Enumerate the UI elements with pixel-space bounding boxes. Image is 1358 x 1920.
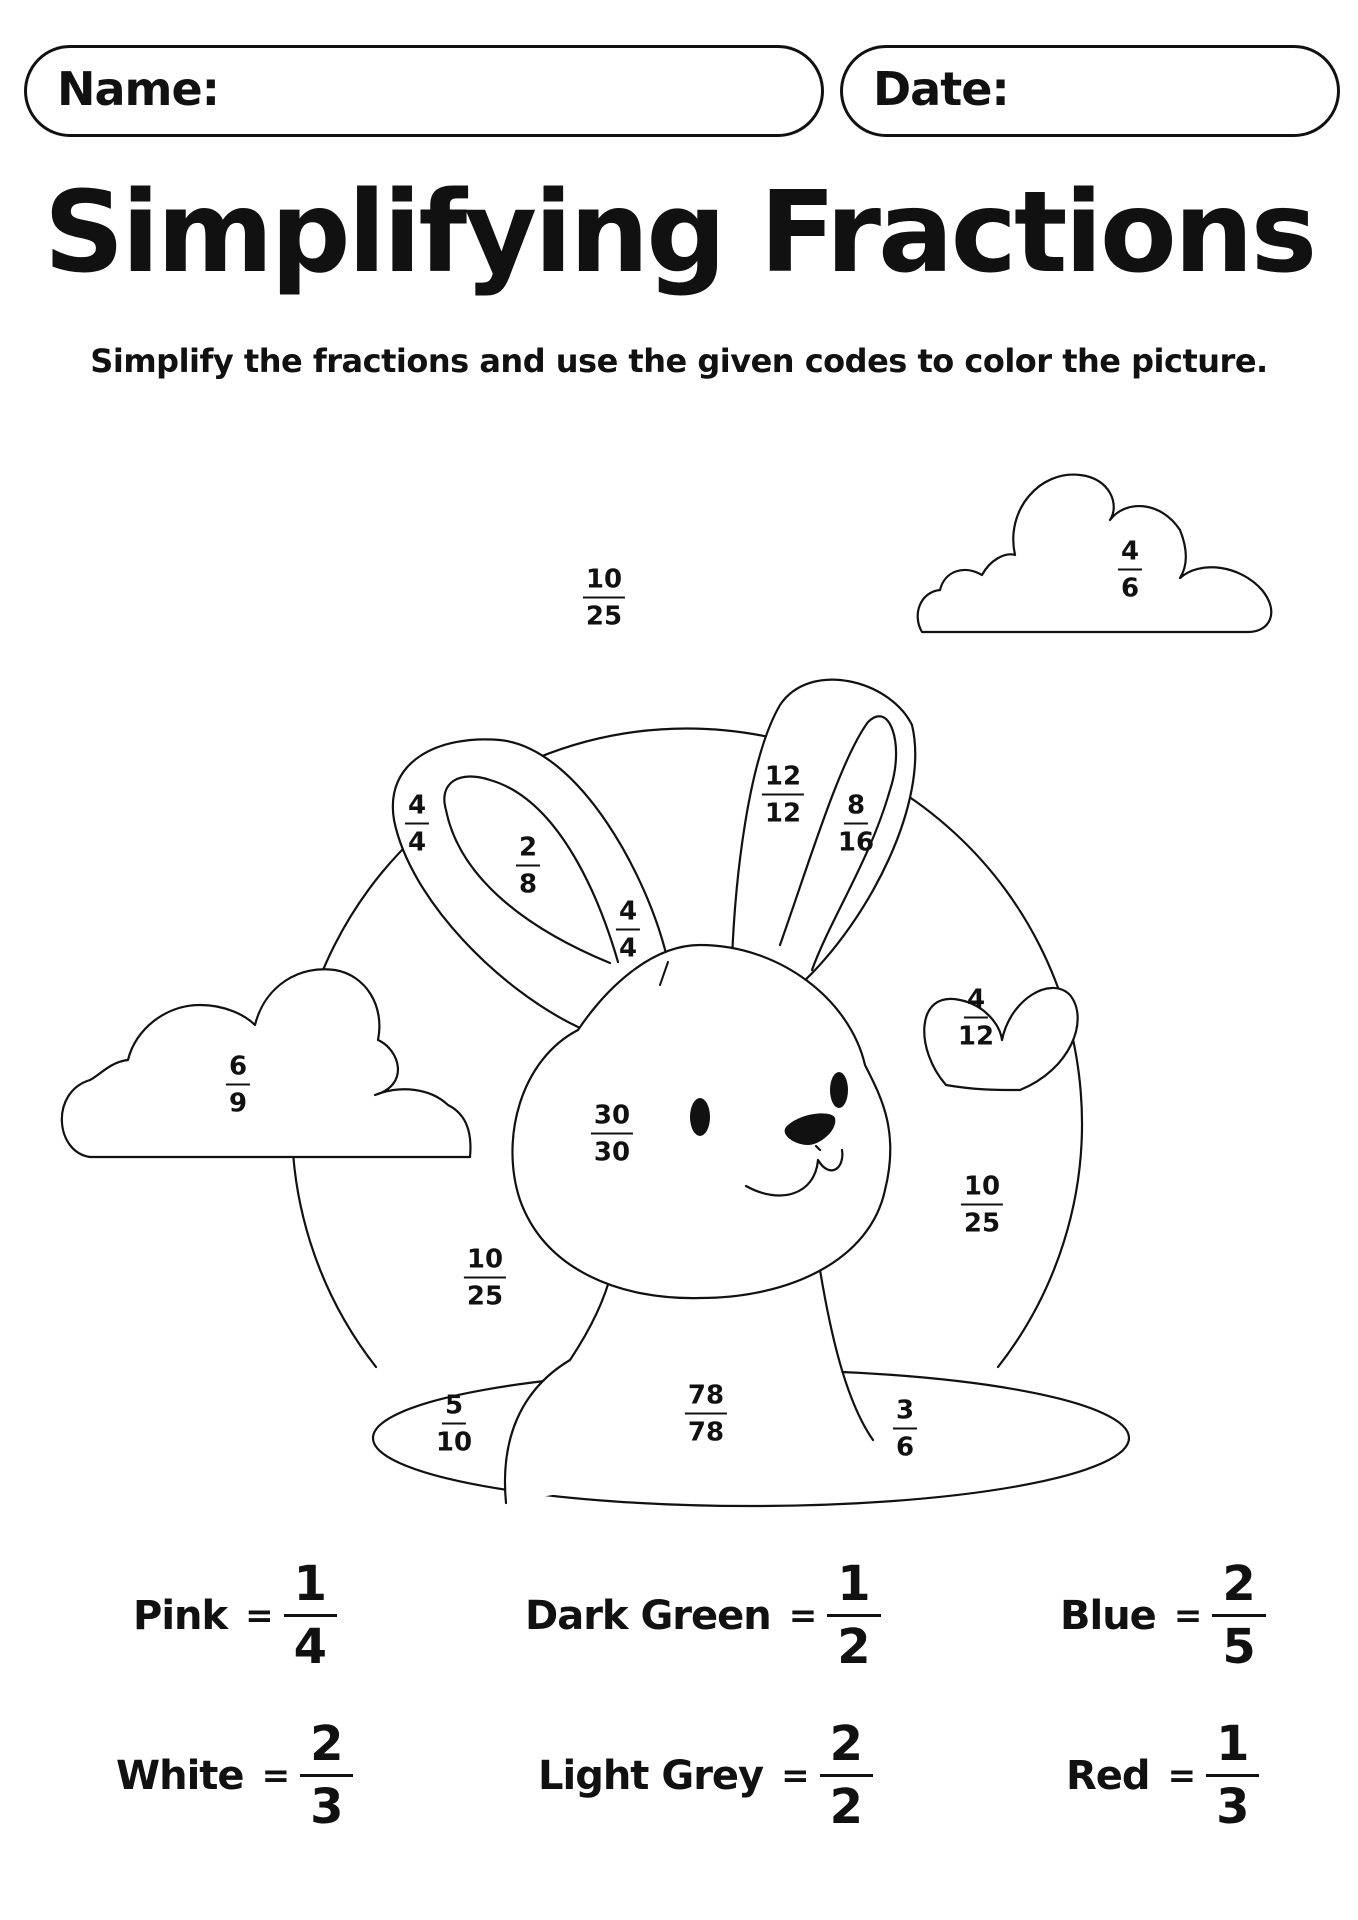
fraction-numerator: 2 (1212, 1560, 1265, 1617)
legend-fraction (827, 1556, 880, 1675)
fraction-right-ear-outer (762, 761, 804, 829)
legend-color-name: White (116, 1752, 244, 1799)
name-label: Name: (57, 62, 220, 116)
legend-item-pink (133, 1556, 337, 1675)
fraction-sky-top (583, 564, 625, 632)
fraction-numerator: 1 (284, 1560, 337, 1617)
fraction-hole-left (435, 1390, 473, 1458)
fraction-denominator: 6 (1120, 573, 1140, 604)
legend-fraction (1206, 1716, 1259, 1835)
fraction-heart (957, 984, 995, 1052)
fraction-denominator: 3 (1216, 1779, 1250, 1835)
fraction-numerator: 10 (464, 1247, 506, 1279)
page-title: Simplifying Fractions (43, 168, 1315, 298)
fraction-denominator: 12 (764, 798, 802, 829)
fraction-numerator: 1 (1206, 1720, 1259, 1777)
fraction-numerator: 6 (226, 1054, 250, 1086)
fraction-denominator: 2 (837, 1619, 871, 1675)
instructions: Simplify the fractions and use the given codes to color the picture. (90, 342, 1268, 380)
equals-sign: = (781, 1755, 810, 1796)
fraction-numerator: 2 (300, 1720, 353, 1777)
fraction-numerator: 8 (844, 793, 868, 825)
eye-right (830, 1072, 848, 1108)
fraction-numerator: 1 (827, 1560, 880, 1617)
fraction-numerator: 78 (685, 1383, 727, 1415)
fraction-bunny-head (591, 1100, 633, 1168)
fraction-denominator: 25 (466, 1281, 504, 1312)
legend-fraction (284, 1556, 337, 1675)
legend-fraction (300, 1716, 353, 1835)
fraction-bunny-body (685, 1380, 727, 1448)
fraction-denominator: 8 (518, 869, 538, 900)
equals-sign: = (788, 1595, 818, 1636)
cloud-right-outline (918, 475, 1272, 632)
fraction-denominator: 25 (963, 1208, 1001, 1239)
legend-color-name: Dark Green (525, 1592, 771, 1639)
fraction-numerator: 5 (442, 1393, 466, 1425)
fraction-denominator: 4 (618, 933, 638, 964)
fraction-denominator: 30 (593, 1137, 631, 1168)
legend-item-light-grey (538, 1716, 873, 1835)
legend-item-red (1066, 1716, 1259, 1835)
fraction-numerator: 3 (893, 1398, 917, 1430)
fraction-numerator: 4 (405, 793, 429, 825)
equals-sign: = (245, 1595, 274, 1636)
fraction-numerator: 10 (583, 567, 625, 599)
fraction-right-ear-inner (837, 790, 875, 858)
right-ear-outer (732, 680, 915, 985)
fraction-numerator: 2 (516, 835, 540, 867)
fraction-denominator: 3 (310, 1779, 344, 1835)
fraction-denominator: 10 (435, 1427, 473, 1458)
fraction-numerator: 10 (961, 1174, 1003, 1206)
fraction-numerator: 2 (820, 1720, 873, 1777)
fraction-denominator: 6 (895, 1432, 915, 1463)
fraction-denominator: 12 (957, 1021, 995, 1052)
fraction-left-ear-outer-top (405, 790, 429, 858)
fraction-left-ear-inner (516, 832, 540, 900)
legend-item-dark-green (525, 1556, 881, 1675)
legend-color-name: Blue (1060, 1592, 1156, 1639)
fraction-sky-left (464, 1244, 506, 1312)
fraction-denominator: 4 (293, 1619, 328, 1675)
equals-sign: = (261, 1755, 291, 1796)
date-label: Date: (873, 62, 1009, 116)
fraction-left-ear-outer-bottom (616, 896, 640, 964)
legend-fraction (1212, 1556, 1265, 1675)
fraction-denominator: 25 (585, 601, 623, 632)
legend-color-name: Red (1066, 1752, 1150, 1799)
eye-left (690, 1098, 710, 1136)
equals-sign: = (1167, 1755, 1197, 1796)
fraction-numerator: 4 (964, 987, 988, 1019)
legend-fraction (820, 1716, 873, 1835)
equals-sign: = (1173, 1595, 1203, 1636)
fraction-denominator: 16 (837, 827, 875, 858)
legend-color-name: Light Grey (538, 1752, 764, 1799)
fraction-numerator: 4 (616, 899, 640, 931)
heart-outline (924, 988, 1077, 1090)
fraction-denominator: 4 (407, 827, 427, 858)
legend-item-blue (1060, 1556, 1266, 1675)
legend-color-name: Pink (133, 1592, 228, 1639)
fraction-denominator: 2 (829, 1779, 864, 1835)
fraction-numerator: 4 (1118, 539, 1142, 571)
fraction-numerator: 12 (762, 764, 804, 796)
fraction-hole-right (893, 1395, 917, 1463)
fraction-denominator: 5 (1222, 1619, 1256, 1675)
fraction-cloud-left (226, 1051, 250, 1119)
cloud-left-outline (62, 969, 471, 1157)
fraction-denominator: 9 (228, 1088, 248, 1119)
fraction-denominator: 78 (687, 1417, 725, 1448)
fraction-sky-right (961, 1171, 1003, 1239)
fraction-cloud-right (1118, 536, 1142, 604)
legend-item-white (116, 1716, 353, 1835)
fraction-numerator: 30 (591, 1103, 633, 1135)
